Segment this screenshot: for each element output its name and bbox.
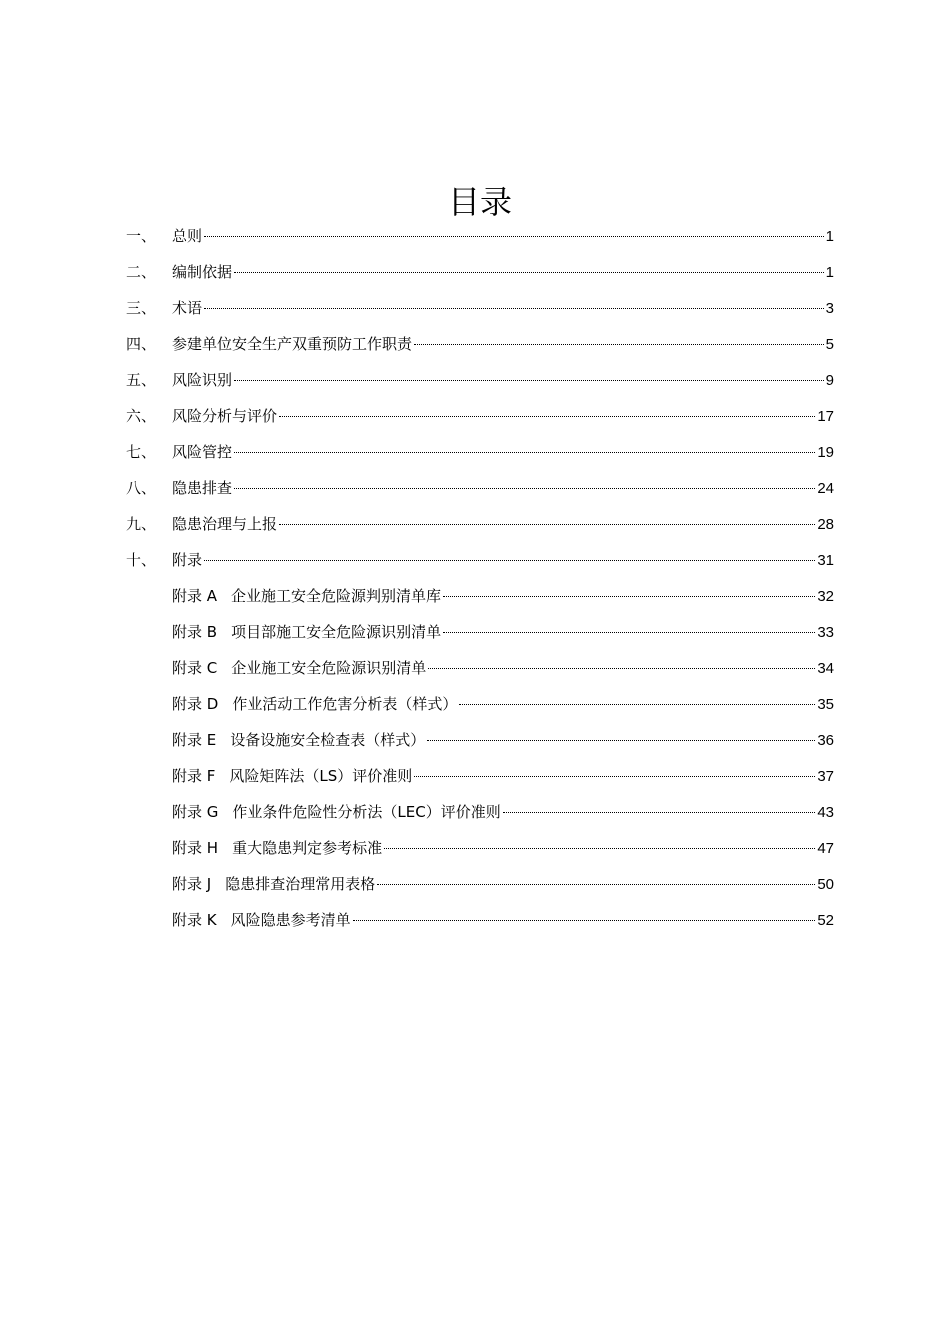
toc-entry-number: 三、 bbox=[126, 299, 157, 317]
appendix-label: 设备设施安全检查表（样式） bbox=[230, 731, 426, 749]
toc-entry-label: 术语 bbox=[172, 299, 203, 317]
toc-appendix-entry[interactable] bbox=[126, 686, 834, 722]
dot-leader bbox=[204, 560, 815, 561]
toc-entry[interactable] bbox=[126, 542, 834, 578]
appendix-page: 35 bbox=[817, 696, 834, 713]
appendix-label: 风险隐患参考清单 bbox=[230, 911, 351, 929]
dot-leader bbox=[204, 236, 824, 237]
appendix-prefix: 附录 K bbox=[172, 911, 217, 929]
toc-entry-number: 一、 bbox=[126, 227, 157, 245]
toc-entry-label: 隐患排查 bbox=[172, 479, 233, 497]
appendix-label: 隐患排查治理常用表格 bbox=[225, 875, 376, 893]
toc-appendix-entry[interactable] bbox=[126, 650, 834, 686]
toc-appendix-entry[interactable] bbox=[126, 614, 834, 650]
dot-leader bbox=[414, 344, 824, 345]
toc-entry-label: 风险管控 bbox=[172, 443, 233, 461]
appendix-prefix: 附录 A bbox=[172, 587, 218, 605]
toc-entry-label: 总则 bbox=[172, 227, 203, 245]
toc-entry[interactable] bbox=[126, 470, 834, 506]
dot-leader bbox=[234, 272, 824, 273]
toc-entry-number: 六、 bbox=[126, 407, 157, 425]
dot-leader bbox=[204, 308, 824, 309]
dot-leader bbox=[234, 488, 815, 489]
dot-leader bbox=[414, 776, 815, 777]
toc-entry-page: 31 bbox=[817, 552, 834, 569]
toc-appendix-entry[interactable] bbox=[126, 722, 834, 758]
toc-entry-page: 5 bbox=[825, 336, 834, 353]
toc-entry[interactable] bbox=[126, 326, 834, 362]
appendix-prefix: 附录 D bbox=[172, 695, 219, 713]
toc-entry-label: 参建单位安全生产双重预防工作职责 bbox=[172, 335, 413, 353]
dot-leader bbox=[459, 704, 815, 705]
appendix-label: 作业活动工作危害分析表（样式） bbox=[232, 695, 458, 713]
toc-entry-page: 9 bbox=[825, 372, 834, 389]
dot-leader bbox=[279, 416, 815, 417]
dot-leader bbox=[353, 920, 816, 921]
appendix-prefix: 附录 G bbox=[172, 803, 219, 821]
toc-entry-page: 19 bbox=[817, 444, 834, 461]
appendix-page: 36 bbox=[817, 732, 834, 749]
toc-entry-label: 风险识别 bbox=[172, 371, 233, 389]
toc-entry[interactable] bbox=[126, 398, 834, 434]
toc-entry-number: 二、 bbox=[126, 263, 157, 281]
dot-leader bbox=[384, 848, 815, 849]
dot-leader bbox=[234, 380, 824, 381]
toc-entry-label: 隐患治理与上报 bbox=[172, 515, 278, 533]
toc-entry-page: 24 bbox=[817, 480, 834, 497]
dot-leader bbox=[443, 596, 815, 597]
dot-leader bbox=[377, 884, 815, 885]
appendix-prefix: 附录 B bbox=[172, 623, 218, 641]
toc-entry-label: 编制依据 bbox=[172, 263, 233, 281]
dot-leader bbox=[428, 668, 815, 669]
toc-entry[interactable] bbox=[126, 254, 834, 290]
appendix-label: 重大隐患判定参考标准 bbox=[232, 839, 383, 857]
toc-appendix-entry[interactable] bbox=[126, 758, 834, 794]
toc-entry-number: 十、 bbox=[126, 551, 157, 569]
toc-entry[interactable] bbox=[126, 506, 834, 542]
toc-entry[interactable] bbox=[126, 362, 834, 398]
appendix-page: 32 bbox=[817, 588, 834, 605]
toc-entry-number: 八、 bbox=[126, 479, 157, 497]
appendix-page: 33 bbox=[817, 624, 834, 641]
appendix-page: 52 bbox=[817, 912, 834, 929]
appendix-page: 43 bbox=[817, 804, 834, 821]
toc-entry-page: 3 bbox=[825, 300, 834, 317]
toc-appendix-entry[interactable] bbox=[126, 830, 834, 866]
toc-entry[interactable] bbox=[126, 290, 834, 326]
appendix-prefix: 附录 E bbox=[172, 731, 217, 749]
toc-entry[interactable] bbox=[126, 218, 834, 254]
toc-title: 目录 bbox=[447, 183, 512, 221]
toc-entry-number: 四、 bbox=[126, 335, 157, 353]
dot-leader bbox=[503, 812, 816, 813]
toc-entry-number: 九、 bbox=[126, 515, 157, 533]
appendix-prefix: 附录 J bbox=[172, 875, 212, 893]
toc-appendix-entry[interactable] bbox=[126, 866, 834, 902]
toc-entry-page: 28 bbox=[817, 516, 834, 533]
appendix-page: 50 bbox=[817, 876, 834, 893]
toc-entry-page: 1 bbox=[825, 264, 834, 281]
dot-leader bbox=[234, 452, 815, 453]
dot-leader bbox=[279, 524, 815, 525]
toc-list bbox=[126, 218, 834, 938]
toc-entry-number: 五、 bbox=[126, 371, 157, 389]
toc-entry-page: 17 bbox=[817, 408, 834, 425]
appendix-page: 47 bbox=[817, 840, 834, 857]
toc-entry-page: 1 bbox=[825, 228, 834, 245]
toc-appendix-entry[interactable] bbox=[126, 902, 834, 938]
appendix-page: 37 bbox=[817, 768, 834, 785]
appendix-prefix: 附录 H bbox=[172, 839, 219, 857]
toc-entry-label: 附录 bbox=[172, 551, 203, 569]
dot-leader bbox=[427, 740, 815, 741]
toc-appendix-entry[interactable] bbox=[126, 578, 834, 614]
appendix-prefix: 附录 C bbox=[172, 659, 218, 677]
appendix-label: 项目部施工安全危险源识别清单 bbox=[231, 623, 442, 641]
toc-appendix-entry[interactable] bbox=[126, 794, 834, 830]
appendix-label: 风险矩阵法（LS）评价准则 bbox=[229, 767, 413, 785]
dot-leader bbox=[443, 632, 815, 633]
toc-entry[interactable] bbox=[126, 434, 834, 470]
toc-entry-label: 风险分析与评价 bbox=[172, 407, 278, 425]
toc-entry-number: 七、 bbox=[126, 443, 157, 461]
appendix-page: 34 bbox=[817, 660, 834, 677]
appendix-label: 企业施工安全危险源识别清单 bbox=[231, 659, 427, 677]
appendix-prefix: 附录 F bbox=[172, 767, 216, 785]
appendix-label: 作业条件危险性分析法（LEC）评价准则 bbox=[232, 803, 501, 821]
appendix-label: 企业施工安全危险源判别清单库 bbox=[231, 587, 442, 605]
